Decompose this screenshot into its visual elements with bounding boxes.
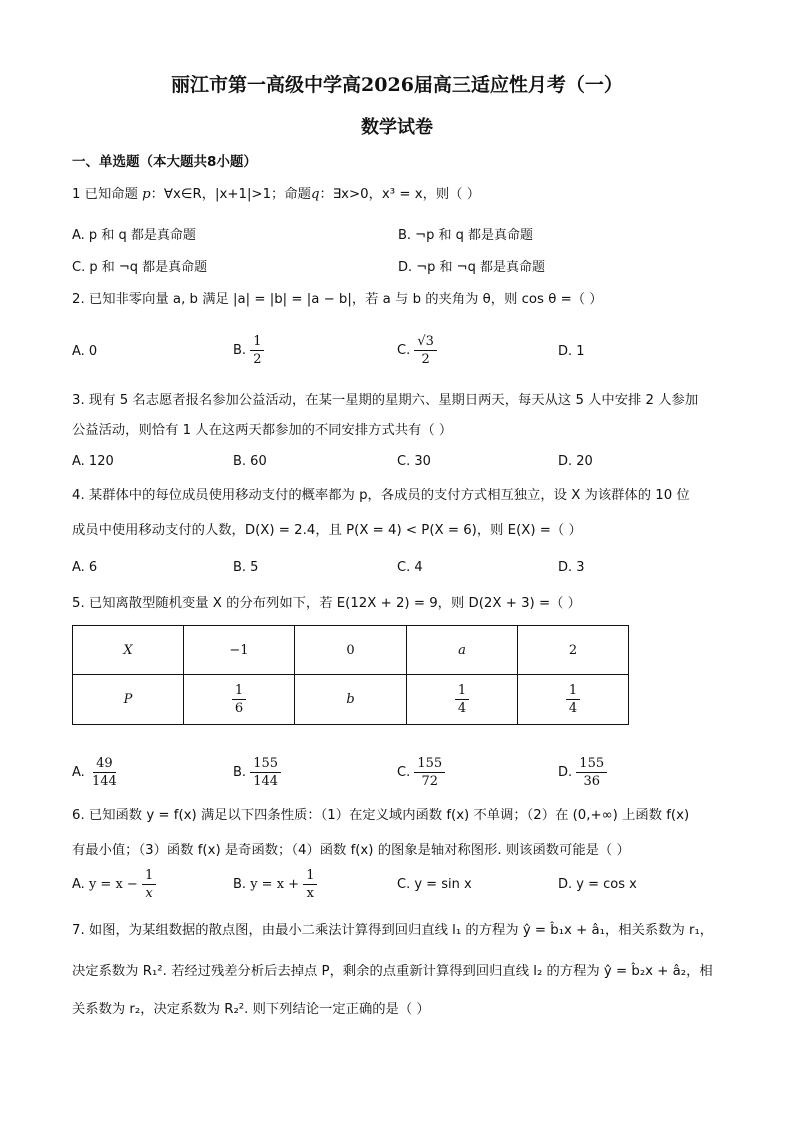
q5-option-b[interactable]: B. $\frac{155}{144}$: [233, 755, 281, 790]
q1-option-b[interactable]: B. ¬p 和 q 都是真命题: [398, 228, 533, 243]
q4-option-a[interactable]: A. 6: [72, 560, 98, 575]
fraction: $\frac{155}{144}$: [250, 755, 281, 790]
q3-option-c[interactable]: C. 30: [397, 454, 431, 469]
distribution-table: [72, 625, 629, 725]
page-title: 丽江市第一高级中学高2026届高三适应性月考（一）: [171, 74, 623, 96]
q6-option-c[interactable]: C. y = sin x: [397, 877, 472, 892]
fraction: $\frac{1}{x}$: [303, 867, 317, 902]
fraction: $\frac{49}{144}$: [91, 756, 117, 789]
q6-option-b[interactable]: B. y = x + $\frac{1}{x}$: [233, 867, 317, 902]
question-4-line-1: 4. 某群体中的每位成员使用移动支付的概率都为 p，各成员的支付方式相互独立，设 X 为该群体的 10 位: [72, 488, 690, 503]
question-6-line-2: 有最小值；（3）函数 f(x) 是奇函数；（4）函数 f(x) 的图象是轴对称图形. 则该函数可能是（ ）: [72, 843, 630, 858]
fraction: $\frac{155}{72}$: [414, 755, 445, 790]
q4-option-d[interactable]: D. 3: [558, 560, 585, 575]
table-row: [73, 675, 629, 725]
question-2-stem: 2. 已知非零向量 a, b 满足 |a| = |b| = |a − b|，若 a 与 b 的夹角为 θ，则 cos θ =（ ）: [72, 292, 603, 307]
q2-option-b[interactable]: B. $\frac{1}{2}$: [233, 333, 264, 368]
q1-option-c[interactable]: C. p 和 ¬q 都是真命题: [72, 260, 208, 275]
fraction: $\frac{1}{2}$: [250, 333, 264, 368]
q3-option-d[interactable]: D. 20: [558, 454, 593, 469]
question-1-stem: 1 已知命题 p：∀x∈R，|x+1|>1；命题q：∃x>0，x³ = x，则（ ）: [72, 187, 480, 202]
table-cell: [518, 675, 629, 725]
q1-option-a[interactable]: A. p 和 q 都是真命题: [72, 228, 196, 243]
table-cell: [184, 675, 295, 725]
question-3-line-1: 3. 现有 5 名志愿者报名参加公益活动，在某一星期的星期六、星期日两天，每天从这 5 人中安排 2 人参加: [72, 393, 699, 408]
q5-option-d[interactable]: D. $\frac{155}{36}$: [558, 755, 607, 790]
fraction: $\frac{1}{4}$: [455, 682, 469, 717]
question-7-line-1: 7. 如图，为某组数据的散点图，由最小二乘法计算得到回归直线 l₁ 的方程为 ŷ = b̂₁x + â₁，相关系数为 r₁，: [72, 923, 714, 938]
q1-option-d[interactable]: D. ¬p 和 ¬q 都是真命题: [398, 260, 545, 275]
table-cell: P: [73, 675, 184, 725]
fraction: $\frac{1}{4}$: [566, 682, 580, 717]
q4-option-c[interactable]: C. 4: [397, 560, 423, 575]
question-5-stem: 5. 已知离散型随机变量 X 的分布列如下，若 E(12X + 2) = 9，则 D(2X + 3) =（ ）: [72, 596, 581, 611]
table-cell: [407, 675, 518, 725]
table-cell: a: [407, 626, 518, 675]
section-heading: 一、单选题（本大题共8小题）: [72, 154, 257, 170]
q3-option-a[interactable]: A. 120: [72, 454, 114, 469]
question-7-line-2: 决定系数为 R₁². 若经过残差分析后去掉点 P，剩余的点重新计算得到回归直线 l₂ 的方程为 ŷ = b̂₂x + â₂，相: [72, 964, 713, 979]
q6-option-d[interactable]: D. y = cos x: [558, 877, 637, 892]
page-subtitle: 数学试卷: [361, 117, 433, 138]
table-cell: X: [73, 626, 184, 675]
fraction: $\frac{1}{x}$: [142, 867, 156, 902]
q3-option-b[interactable]: B. 60: [233, 454, 267, 469]
fraction: $\frac{√3}{2}$: [414, 333, 437, 368]
question-7-line-3: 关系数为 r₂，决定系数为 R₂². 则下列结论一定正确的是（ ）: [72, 1002, 430, 1017]
question-3-line-2: 公益活动，则恰有 1 人在这两天都参加的不同安排方式共有（ ）: [72, 423, 453, 438]
q4-option-b[interactable]: B. 5: [233, 560, 259, 575]
q6-option-a[interactable]: A. y = x − $\frac{1}{x}$: [72, 867, 156, 902]
table-cell: b: [295, 675, 407, 725]
table-cell: 0: [295, 626, 407, 675]
fraction: $\frac{1}{6}$: [232, 682, 246, 717]
q2-option-a[interactable]: A. 0: [72, 344, 98, 359]
q2-option-d[interactable]: D. 1: [558, 344, 585, 359]
table-cell: 2: [518, 626, 629, 675]
q2-option-c[interactable]: C. $\frac{√3}{2}$: [397, 333, 437, 368]
q5-option-a[interactable]: A. $\frac{49}{144}$: [72, 755, 120, 790]
question-6-line-1: 6. 已知函数 y = f(x) 满足以下四条性质：（1）在定义域内函数 f(x) 不单调；（2）在 (0,+∞) 上函数 f(x): [72, 808, 690, 823]
question-4-line-2: 成员中使用移动支付的人数，D(X) = 2.4，且 P(X = 4) < P(X = 6)，则 E(X) =（ ）: [72, 523, 582, 538]
q5-option-c[interactable]: C. $\frac{155}{72}$: [397, 755, 445, 790]
fraction: $\frac{155}{36}$: [576, 755, 607, 790]
table-row: [73, 626, 629, 675]
table-cell: −1: [184, 626, 295, 675]
